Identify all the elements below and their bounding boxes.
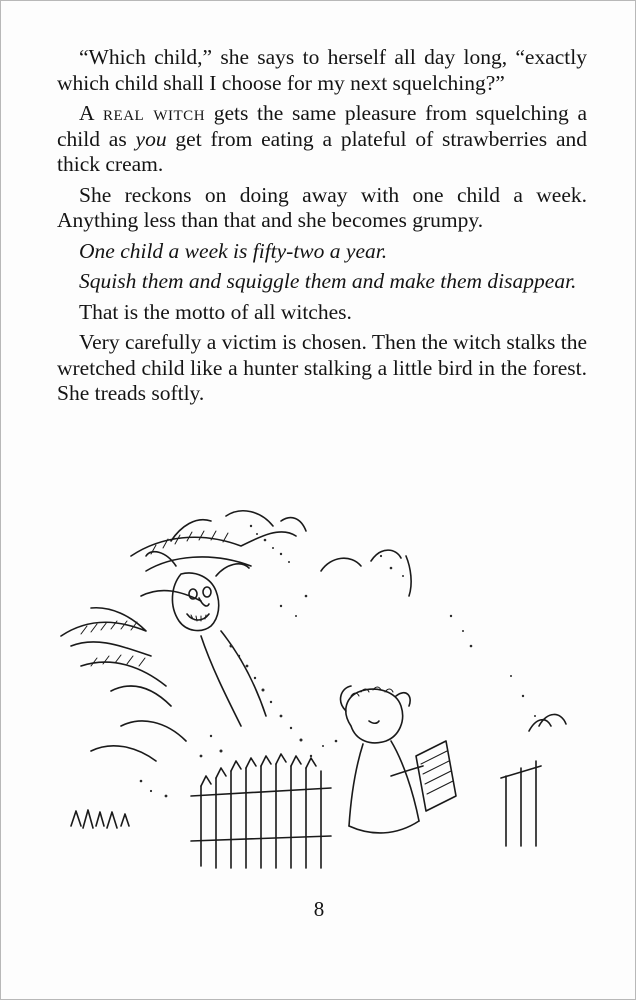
witch-in-bush-icon (61, 511, 306, 761)
smallcaps-lead: A real witch (79, 101, 206, 125)
branch-2 (371, 550, 401, 561)
branch-3 (406, 556, 411, 596)
paragraph-3: She reckons on doing away with one child a week. Anything less than that and she becomes grumpy. (57, 182, 587, 232)
paragraph-4: One child a week is fifty-two a year. (79, 238, 388, 263)
stipple-shading (140, 525, 536, 798)
illustration (51, 496, 596, 876)
paragraph-6: That is the motto of all witches. (79, 299, 352, 324)
girl-reading-book-icon (341, 686, 456, 833)
paragraph-2-tail: get from eating a plateful of strawberries and thick cream. (57, 126, 587, 176)
paragraph-2-emphasis: you (135, 126, 167, 151)
paragraph-2-text: gets the same pleasure from squelching a child as (57, 101, 587, 151)
paragraph-1: “Which child,” she says to herself all day long, “exactly which child shall I choose for my next squelching?” (57, 45, 587, 95)
grass-tufts (71, 810, 129, 828)
paragraph-7: Very carefully a victim is chosen. Then the witch stalks the wretched child like a hunter stalking a little bird in the forest. She treads softly. (57, 330, 587, 405)
paragraph-5: Squish them and squiggle them and make them disappear. (79, 269, 577, 293)
page-number: 8 (313, 897, 325, 921)
gate-posts (501, 714, 566, 846)
paragraph-2 (57, 101, 587, 178)
witch-and-girl-illustration (51, 496, 596, 876)
branch-1 (321, 558, 361, 571)
picket-fence-icon (191, 754, 331, 868)
body-text (57, 45, 587, 412)
